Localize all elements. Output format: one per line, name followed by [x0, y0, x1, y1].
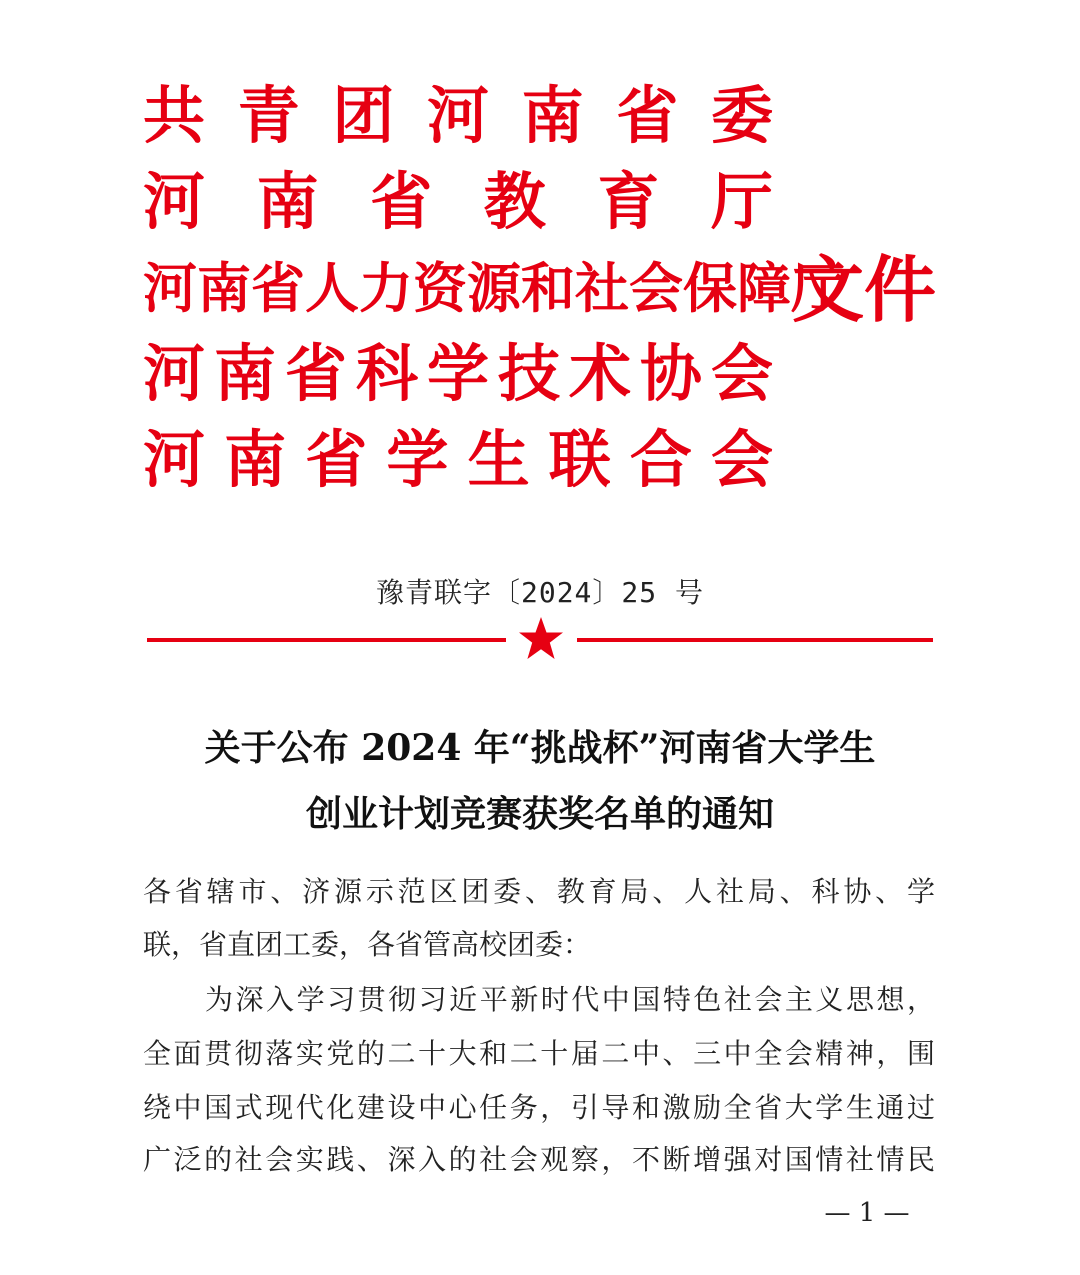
red-rule-left — [147, 638, 506, 642]
document-number: 豫青联字〔2024〕25 号 — [375, 576, 704, 609]
issuer-student-federation: 河南省学生联合会 — [143, 423, 773, 496]
notice-title-line-2: 创业计划竞赛获奖名单的通知 — [305, 793, 774, 835]
paragraph-line-4: 广泛的社会实践、深入的社会观察，不断增强对国情社情民 — [143, 1143, 935, 1176]
document-type-label: 文件 — [792, 247, 937, 332]
page-number: — 1 — — [824, 1198, 910, 1228]
recipients-line-1: 各省辖市、济源示范区团委、教育局、人社局、科协、学 — [143, 875, 935, 908]
issuer-science-association: 河南省科学技术协会 — [143, 337, 773, 410]
star-icon — [516, 614, 566, 664]
recipients-line-2: 联，省直团工委，各省管高校团委： — [143, 928, 592, 961]
issuer-human-resources-department: 河南省人力资源和社会保障厅 — [143, 256, 845, 320]
paragraph-line-2: 全面贯彻落实党的二十大和二十届二中、三中全会精神，围 — [143, 1037, 935, 1070]
red-rule-right — [577, 638, 933, 642]
notice-title-line-1: 关于公布 2024 年“挑战杯”河南省大学生 — [204, 727, 876, 769]
issuer-header — [0, 0, 1080, 520]
issuer-youth-league: 共青团河南省委 — [143, 79, 773, 152]
issuer-education-department: 河南省教育厅 — [143, 165, 773, 238]
paragraph-line-3: 绕中国式现代化建设中心任务，引导和激励全省大学生通过 — [143, 1091, 935, 1124]
paragraph-line-1: 为深入学习贯彻习近平新时代中国特色社会主义思想， — [205, 983, 935, 1016]
